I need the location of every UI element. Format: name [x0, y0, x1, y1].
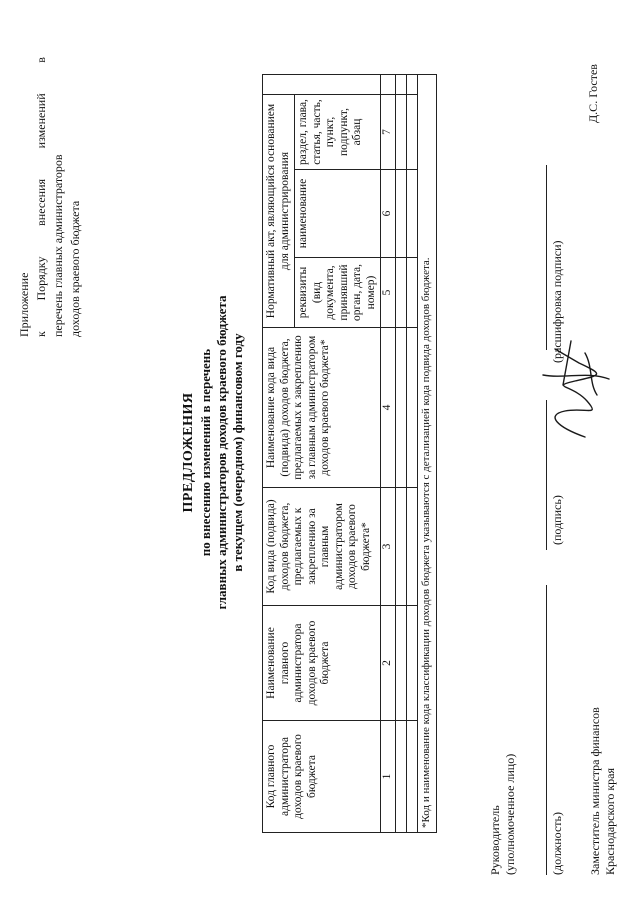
table-cell — [407, 75, 418, 95]
header-admin-code: Код главного администратора доходов краевого бюджета — [263, 721, 381, 833]
table-cell — [396, 95, 407, 170]
appendix-reference — [16, 57, 84, 337]
column-number: 2 — [381, 606, 396, 721]
deputy-minister-block — [588, 707, 618, 875]
appendix-word: в — [34, 57, 48, 63]
handwritten-signature — [535, 335, 615, 445]
table-cell — [407, 721, 418, 833]
table-cell — [407, 95, 418, 170]
table-cell — [407, 328, 418, 488]
header-act-details: реквизиты (вид документа, принявший орган, дата, номер) — [295, 258, 381, 328]
decoding-caption: (расшифровка подписи) — [550, 240, 564, 363]
table-footnote-row — [418, 75, 437, 833]
table-row — [407, 75, 418, 833]
column-number: 6 — [381, 170, 396, 258]
appendix-word: изменений — [34, 93, 48, 149]
table-cell — [396, 75, 407, 95]
table-cell — [396, 328, 407, 488]
position-caption: (должность) — [550, 812, 564, 875]
table-cell — [396, 258, 407, 328]
appendix-label: Приложение — [17, 272, 31, 337]
header-income-name: Наименование кода вида (подвида) доходов бюджета, предлагаемых к закреплению за главным администратором доходов краевого бюджета* — [263, 328, 381, 488]
appendix-word: внесения — [34, 178, 48, 226]
document-title-block — [180, 120, 246, 785]
column-number: 4 — [381, 328, 396, 488]
appendix-word: Порядку — [34, 256, 48, 301]
subtitle-line-2: главных администраторов доходов краевого бюджета — [214, 295, 229, 610]
subtitle-line-3: в текущем (очередном) финансовом году — [230, 333, 245, 572]
table-cell — [396, 170, 407, 258]
column-number: 3 — [381, 488, 396, 606]
head-title: Руководитель — [488, 805, 502, 875]
deputy-name: Д.С. Гостев — [586, 64, 600, 123]
table-cell — [396, 606, 407, 721]
document-subtitle — [198, 120, 246, 785]
header-admin-name: Наименование главного администратора доходов краевого бюджета — [263, 606, 381, 721]
header-act-section: раздел, глава, статья, часть, пункт, подпункт, абзац — [295, 95, 381, 170]
table-cell — [407, 606, 418, 721]
column-number: 1 — [381, 721, 396, 833]
table-cell — [407, 170, 418, 258]
appendix-line-4: доходов краевого бюджета — [68, 200, 82, 337]
deputy-region: Краснодарского края — [603, 767, 617, 875]
table-cell — [396, 721, 407, 833]
signature-caption: (подпись) — [550, 495, 564, 545]
subtitle-line-1: по внесению изменений в перечень — [198, 348, 213, 557]
table-cell — [407, 258, 418, 328]
table-footnote: *Код и наименование кода классификации доходов бюджета указываются с детализацией кода подвида доходов бюджета. — [418, 75, 437, 833]
table-row — [396, 75, 407, 833]
deputy-title: Заместитель министра финансов — [588, 707, 602, 875]
header-normative-act: Нормативный акт, являющийся основанием для администрирования — [263, 95, 295, 328]
header-empty — [263, 75, 381, 95]
proposals-table — [262, 74, 437, 833]
table-cell — [381, 75, 396, 95]
table-cell — [407, 488, 418, 606]
appendix-line-3: перечень главных администраторов — [51, 154, 65, 337]
table-cell — [396, 488, 407, 606]
table-header-row — [263, 75, 295, 833]
appendix-word: к — [34, 331, 48, 337]
position-line — [546, 585, 547, 875]
document-title: ПРЕДЛОЖЕНИЯ — [181, 392, 196, 513]
header-act-name: наименование — [295, 170, 381, 258]
head-label — [488, 754, 518, 875]
appendix-line-2 — [33, 57, 50, 337]
decoding-line — [546, 165, 547, 350]
table-number-row — [381, 75, 396, 833]
column-number: 7 — [381, 95, 396, 170]
column-number: 5 — [381, 258, 396, 328]
head-authorized: (уполномоченное лицо) — [503, 753, 517, 875]
header-income-code: Код вида (подвида) доходов бюджета, предлагаемых к закреплению за главным администратором доходов краевого бюджета* — [263, 488, 381, 606]
